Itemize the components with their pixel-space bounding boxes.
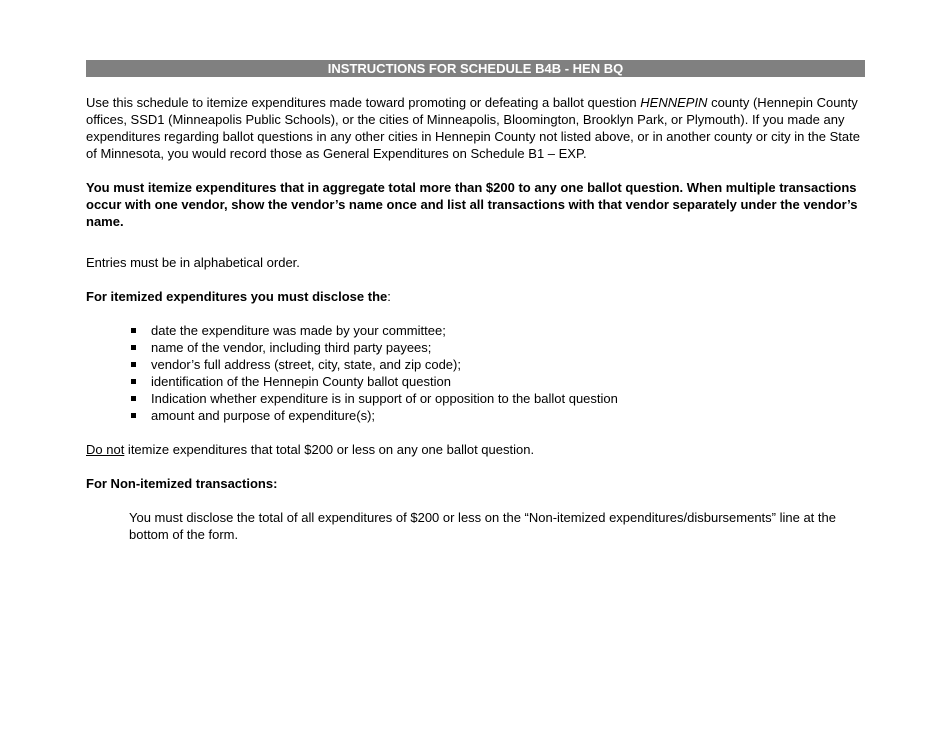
list-item-text: identification of the Hennepin County ballot question	[151, 374, 451, 389]
intro-text-end: county (Hennepin County offices, SSD1 (Minneapolis Public Schools), or the cities of Minneapolis, Bloomington, Brooklyn Park, or Plymouth). If you made any expenditures regarding ballot questions in any other cities in Hennepin County not listed above, or in another county or city in the State of Minnesota, you would record those as General Expenditures on Schedule B1 – EXP.	[86, 95, 860, 161]
list-item-text: Indication whether expenditure is in support of or opposition to the ballot question	[151, 391, 618, 406]
nonitemized-instructions: You must disclose the total of all expenditures of $200 or less on the “Non-itemized expenditures/disbursements” line at the bottom of the form.	[129, 510, 836, 542]
bullet-square-icon	[131, 328, 136, 333]
list-item	[131, 373, 865, 390]
bullet-square-icon	[131, 379, 136, 384]
bullet-square-icon	[131, 345, 136, 350]
do-not-underlined: Do not	[86, 442, 125, 457]
bullet-square-icon	[131, 362, 136, 367]
list-item-text: name of the vendor, including third party payees;	[151, 340, 432, 355]
disclose-heading	[86, 288, 865, 305]
list-item-text: vendor’s full address (street, city, state, and zip code);	[151, 357, 461, 372]
list-item	[131, 356, 865, 373]
bullet-square-icon	[131, 396, 136, 401]
itemize-requirement: You must itemize expenditures that in aggregate total more than $200 to any one ballot question. When multiple transactions occur with one vendor, show the vendor’s name once and list all transactions with that vendor separately under the vendor’s name.	[86, 180, 858, 229]
disclose-heading-colon: :	[387, 289, 391, 304]
list-item	[131, 407, 865, 424]
alphabetical-order-note: Entries must be in alphabetical order.	[86, 255, 300, 270]
intro-county-emphasis: HENNEPIN	[640, 95, 708, 110]
disclosure-list	[86, 322, 865, 424]
do-not-rest: itemize expenditures that total $200 or less on any one ballot question.	[124, 442, 535, 457]
bullet-square-icon	[131, 413, 136, 418]
intro-paragraph	[86, 94, 865, 162]
instructions-page	[86, 60, 865, 543]
intro-text-start: Use this schedule to itemize expenditures made toward promoting or defeating a ballot question	[86, 95, 641, 110]
list-item	[131, 390, 865, 407]
schedule-title: INSTRUCTIONS FOR SCHEDULE B4B - HEN BQ	[86, 60, 865, 77]
disclose-heading-text: For itemized expenditures you must disclose the	[86, 289, 388, 304]
nonitemized-heading: For Non-itemized transactions:	[86, 476, 278, 491]
list-item-text: date the expenditure was made by your committee;	[151, 323, 446, 338]
list-item	[131, 339, 865, 356]
list-item-text: amount and purpose of expenditure(s);	[151, 408, 376, 423]
do-not-itemize-note	[86, 441, 865, 458]
list-item	[131, 322, 865, 339]
